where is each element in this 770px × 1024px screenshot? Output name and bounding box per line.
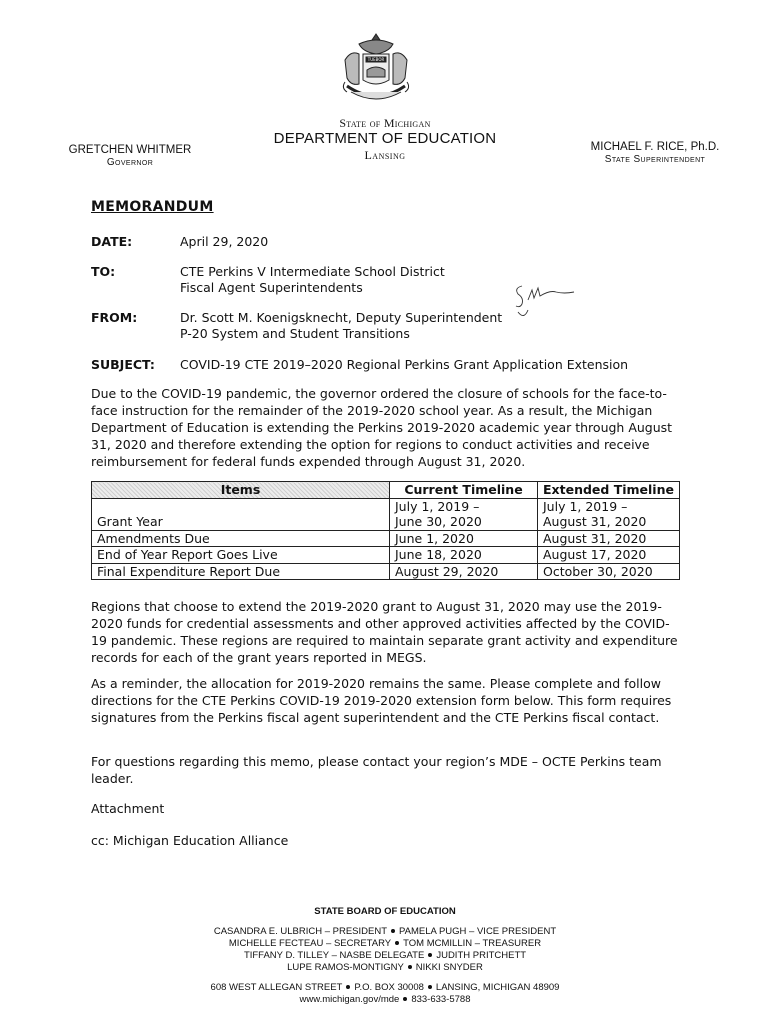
governor-title: Governor <box>106 157 154 168</box>
column-header-current: Current Timeline <box>390 482 538 499</box>
bullet-icon <box>428 985 432 989</box>
board-line-1 <box>185 926 585 938</box>
department-name: DEPARTMENT OF EDUCATION <box>273 130 497 147</box>
table-cell-extended: August 31, 2020 <box>538 530 680 547</box>
city-name: Lansing <box>364 148 406 162</box>
to-value <box>180 264 445 296</box>
board-member: MICHELLE FECTEAU – SECRETARY <box>228 938 392 949</box>
from-label: FROM: <box>91 310 138 325</box>
date-value: April 29, 2020 <box>180 234 269 249</box>
bullet-icon <box>408 965 412 969</box>
table-cell-current: June 18, 2020 <box>390 547 538 564</box>
board-member: PAMELA PUGH – VICE PRESIDENT <box>399 926 557 937</box>
board-member: CASANDRA E. ULBRICH – PRESIDENT <box>213 926 387 937</box>
table-row <box>92 547 680 564</box>
body-paragraph-1: Due to the COVID-19 pandemic, the governor ordered the closure of schools for the face-to-face instruction for the remainder of the 2019-2020 school year. As a result, the Michigan Department of Education is extending the Perkins 2019-2020 academic year through August 31, 2020 and therefore extending the option for regions to conduct activities and receive reimbursement for federal funds expended through August 31, 2020. <box>91 386 673 469</box>
extended-start: July 1, 2019 – <box>543 498 628 514</box>
to-label: TO: <box>91 264 116 279</box>
table-header-row <box>92 482 680 499</box>
table-row <box>92 530 680 547</box>
subject-value: COVID-19 CTE 2019–2020 Regional Perkins Grant Application Extension <box>180 357 629 372</box>
to-line-1: CTE Perkins V Intermediate School District <box>180 264 445 279</box>
cc-line: cc: Michigan Education Alliance <box>91 833 289 848</box>
board-line-4 <box>185 962 585 974</box>
website-link[interactable]: www.michigan.gov/mde <box>299 994 400 1005</box>
bullet-icon <box>403 997 407 1001</box>
column-header-items: Items <box>92 482 390 499</box>
attachment-note: Attachment <box>91 801 165 816</box>
extended-end: August 31, 2020 <box>543 514 647 529</box>
superintendent-block <box>575 140 735 166</box>
michigan-seal-icon <box>337 30 415 106</box>
superintendent-title: State Superintendent <box>604 154 706 165</box>
bullet-icon <box>428 953 432 957</box>
from-line-2: P-20 System and Student Transitions <box>180 326 410 341</box>
table-cell-extended: October 30, 2020 <box>538 563 680 580</box>
governor-block <box>55 143 205 169</box>
table-cell-current <box>390 498 538 530</box>
current-start: July 1, 2019 – <box>395 498 480 514</box>
subject-label: SUBJECT: <box>91 357 155 372</box>
table-cell-current: August 29, 2020 <box>390 563 538 580</box>
table-row <box>92 498 680 530</box>
board-line-3 <box>185 950 585 962</box>
table-cell-extended: August 17, 2020 <box>538 547 680 564</box>
bullet-icon <box>346 985 350 989</box>
board-member: NIKKI SNYDER <box>415 962 483 973</box>
superintendent-name: MICHAEL F. RICE, Ph.D. <box>590 141 720 153</box>
table-cell-current: June 1, 2020 <box>390 530 538 547</box>
column-header-extended: Extended Timeline <box>538 482 680 499</box>
contact-line <box>185 994 585 1006</box>
address-line <box>185 982 585 994</box>
table-cell-item: Grant Year <box>92 498 390 530</box>
table-cell-item: End of Year Report Goes Live <box>92 547 390 564</box>
city-state-zip: LANSING, MICHIGAN 48909 <box>435 982 560 993</box>
memo-title: MEMORANDUM <box>91 199 214 215</box>
body-paragraph-2: Regions that choose to extend the 2019-2020 grant to August 31, 2020 may use the 2019-2020 funds for credential assessments and other approved activities affected by the COVID-19 pandemic. These regions are required to maintain separate grant activity and expenditure records for each of the grant years reported in MEGS. <box>91 599 678 665</box>
to-line-2: Fiscal Agent Superintendents <box>180 280 363 295</box>
bullet-icon <box>391 929 395 933</box>
board-member: TIFFANY D. TILLEY – NASBE DELEGATE <box>243 950 425 961</box>
table-cell-item: Final Expenditure Report Due <box>92 563 390 580</box>
table-cell-item: Amendments Due <box>92 530 390 547</box>
body-paragraph-4: For questions regarding this memo, please contact your region’s MDE – OCTE Perkins team leader. <box>91 754 662 786</box>
board-member: TOM MCMILLIN – TREASURER <box>403 938 542 949</box>
board-member: LUPE RAMOS-MONTIGNY <box>287 962 404 973</box>
seal-motto: TUEBOR <box>367 57 385 62</box>
board-line-2 <box>185 938 585 950</box>
street-address: 608 WEST ALLEGAN STREET <box>210 982 343 993</box>
phone-number: 833-633-5788 <box>411 994 471 1005</box>
letterhead <box>235 116 535 163</box>
body-paragraph-3: As a reminder, the allocation for 2019-2020 remains the same. Please complete and follow directions for the CTE Perkins COVID-19 2019-2020 extension form below. This form requires signatures from the Perkins fiscal agent superintendent and the CTE Perkins fiscal contact. <box>91 676 672 725</box>
from-line-1: Dr. Scott M. Koenigsknecht, Deputy Superintendent <box>180 310 503 325</box>
governor-name: GRETCHEN WHITMER <box>68 144 192 156</box>
signature-icon <box>508 278 588 330</box>
current-end: June 30, 2020 <box>395 514 482 529</box>
table-cell-extended <box>538 498 680 530</box>
board-title: STATE BOARD OF EDUCATION <box>314 906 456 917</box>
date-label: DATE: <box>91 234 133 249</box>
board-member: JUDITH PRITCHETT <box>436 950 527 961</box>
state-name: State of Michigan <box>339 116 431 130</box>
state-board-footer <box>185 906 585 1006</box>
po-box: P.O. BOX 30008 <box>354 982 424 993</box>
from-value <box>180 310 502 342</box>
bullet-icon <box>395 941 399 945</box>
timeline-table <box>91 481 680 580</box>
table-row <box>92 563 680 580</box>
